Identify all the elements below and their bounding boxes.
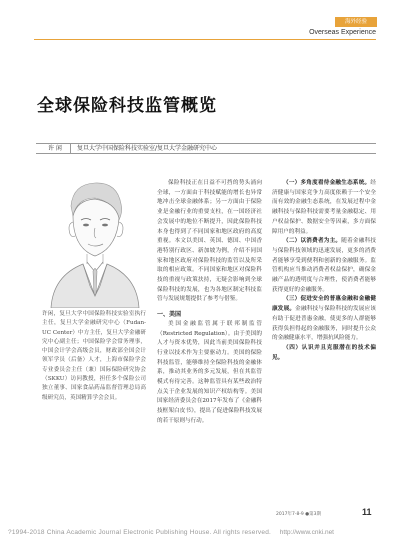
author-separator	[70, 144, 71, 153]
principle-2-heading: （二）以消费者为主。	[283, 238, 342, 245]
author-affiliation: 复旦大学中国保险科技实验室/复旦大学金融研究中心	[77, 145, 218, 152]
page-number: 11	[362, 507, 372, 517]
intro-paragraph: 保险科技正在日益不可挡的势头涌向全球，一方面由于科技赋能的增长也异常地冲击全球金融体系；另一方面由于保险业是金融行业的重要支柱，在一国经济社会发展中的地位不断提升，因此保险科技本身也得到了不同国家和地区政府的高度重视。本文以美国、英国、德国、中国香港特别行政区、新加坡为例，介绍不同国家和地区政府对保险科技的监管以及所采取的相应政策。不同国家和地区对保险科技的重视与政策扶持，无疑会影响到全球保险科技的发展，也为各地区制定科技监管与发展规划提供了参考与借鉴。	[157, 180, 262, 303]
principle-3-heading: （三）促进安全的普惠金融和金融健康发展。	[272, 296, 376, 313]
section-tab: 海外经验	[335, 17, 377, 27]
author-portrait	[43, 176, 141, 308]
principle-1-text: 经济健康与国家竞争力高度依赖于一个安全而有效的金融生态系统，在发展过程中金融科技与保险科技需要考量金融稳定、用户权益保护、数据安全等因素，多方面保障用户的利益。	[272, 180, 376, 235]
principle-2-text: 随着金融科技与保险科技领域的迅速发展，更多的消费者能够享受到便利和创新的金融服务。监管机构应当推动消费者权益保护，确保金融产品的透明度与合理性，使消费者能够获得更好的金融服务。	[272, 238, 376, 293]
usa-paragraph: 美国金融监管属于联邦制监管（Restricted Regulation）。由于美国的人才与资本优势，因此当前美国保险科技行业以技术作为主要驱动力。美国的保险科技监管，能够维持全保险科技的金融体系，推动其业务的多元发展，但在其监管模式有待完善。这种监管具有某些政治特点关于企业发展的知识产权结构等。美国国家经济委员会在2017年发布了《金融科技框架白皮书》，提出了促进保险科技发展的若干原则与行动。	[157, 320, 262, 424]
principle-2	[272, 237, 376, 295]
copyright-notice: ?1994-2018 China Academic Journal Electronic Publishing House. All rights reserved.	[8, 529, 272, 536]
author-bio: 许闲，复旦大学中国保险科技实验室执行主任，复旦大学金融研究中心（Fudan-UC Center）中方主任，复旦大学金融研究中心副主任；中国保险学会常务理事，中国会计学会高级会员，财政部全国会计领军学员（后备）人才，上海市保险学会专业委员会主任（兼）国际保险研究协会（SKKU）访问教授，担任多个保险公司独立董事、国家食品药品监督管理总局高级研究员，英国精算学会会员。	[42, 311, 146, 401]
article-column-1	[157, 179, 262, 427]
principle-4	[272, 344, 376, 363]
section-title-en: Overseas Experience	[309, 29, 376, 36]
header-divider	[34, 39, 376, 40]
issue-date: 2017年7-8-9 ●第3期	[276, 512, 322, 517]
principle-4-heading: （四）认识并且克服潜在的技术偏见。	[272, 344, 376, 361]
principle-1	[272, 179, 376, 237]
section-heading-usa: 一、美国	[157, 311, 182, 319]
author-name: 许 闲	[48, 145, 62, 152]
principle-1-heading: （一）多角度看待金融生态系统。	[283, 180, 371, 186]
article-column-2	[272, 179, 376, 363]
author-bar	[36, 143, 376, 154]
article-title: 全球保险科技监管概览	[37, 96, 217, 116]
principle-3-text: 金融科技与保险科技的发展应该有助于促进普惠金融，使更多的人群能够获得负担得起的金融服务，同时提升公众的金融健康水平，增强抗风险能力。	[272, 306, 376, 342]
footer-url[interactable]: http://www.cnki.net	[279, 529, 334, 536]
principle-3	[272, 295, 376, 344]
